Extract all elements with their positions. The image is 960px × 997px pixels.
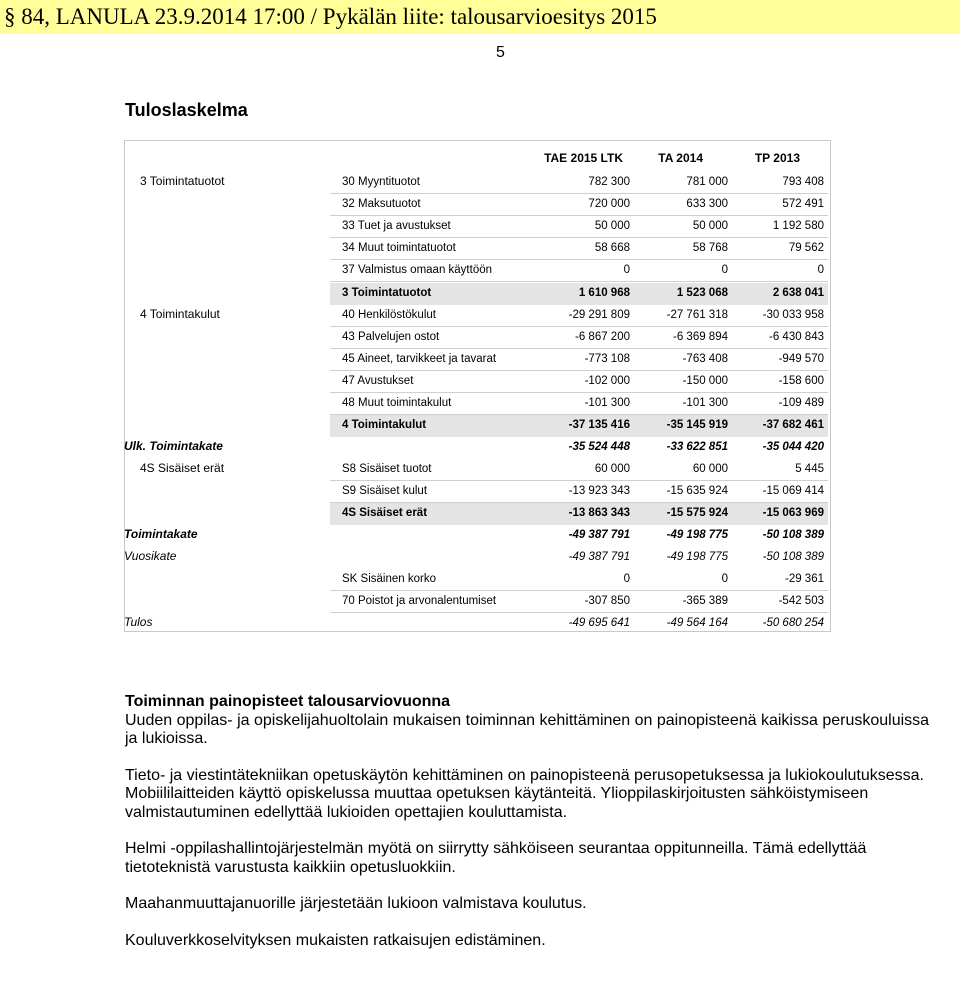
table-row bbox=[0, 591, 960, 613]
row-section-label: Toimintakate bbox=[124, 527, 198, 541]
cell-tae-2015: 1 610 968 bbox=[578, 287, 630, 299]
row-account-label: 34 Muut toimintatuotot bbox=[342, 242, 456, 254]
table-row bbox=[0, 613, 960, 635]
paragraph: Helmi -oppilashallintojärjestelmän myötä on siirrytty sähköiseen seurantaa oppitunneilla. Tämä edellyttää tietoteknistä varustusta kaikkiin opetusluokkiin. bbox=[125, 840, 867, 876]
cell-tp-2013: -35 044 420 bbox=[762, 441, 824, 453]
cell-ta-2014: -49 198 775 bbox=[666, 551, 728, 563]
cell-tae-2015: 0 bbox=[623, 264, 630, 276]
cell-ta-2014: -33 622 851 bbox=[666, 441, 728, 453]
cell-tp-2013: 5 445 bbox=[795, 463, 824, 475]
cell-ta-2014: 60 000 bbox=[692, 463, 728, 475]
cell-tp-2013: -15 063 969 bbox=[762, 507, 824, 519]
cell-tp-2013: 572 491 bbox=[782, 198, 824, 210]
cell-tp-2013: 1 192 580 bbox=[772, 220, 824, 232]
cell-tp-2013: 2 638 041 bbox=[772, 287, 824, 299]
row-account-label: 32 Maksutuotot bbox=[342, 198, 421, 210]
table-row bbox=[0, 327, 960, 349]
row-account-label: 4S Sisäiset erät bbox=[342, 507, 428, 519]
cell-ta-2014: 0 bbox=[721, 264, 728, 276]
cell-tae-2015: -49 387 791 bbox=[568, 529, 630, 541]
cell-tae-2015: 720 000 bbox=[588, 198, 630, 210]
cell-tp-2013: -6 430 843 bbox=[769, 331, 824, 343]
table-row bbox=[0, 260, 960, 282]
row-account-label: S8 Sisäiset tuotot bbox=[342, 463, 432, 475]
table-row bbox=[0, 415, 960, 437]
paragraph: Tieto- ja viestintätekniikan opetuskäytön kehittäminen on painopisteenä perusopetuksessa ja lukiokoulutuksessa. Mobiililaitteiden käyttö opiskelussa muuttaa opetuksen käytänteitä. Ylioppilaskirjoitusten sähköistymiseen valmistautuminen edellyttää lukioiden opettajien kouluttamista. bbox=[125, 766, 924, 821]
table-row bbox=[0, 371, 960, 393]
section-heading: Toiminnan painopisteet talousarviovuonna bbox=[125, 693, 451, 710]
cell-ta-2014: -365 389 bbox=[682, 595, 728, 607]
table-row bbox=[0, 194, 960, 216]
cell-ta-2014: -15 635 924 bbox=[666, 485, 728, 497]
paragraph: Uuden oppilas- ja opiskelijahuoltolain mukaisen toiminnan kehittäminen on painopisteenä kaikissa peruskouluissa ja lukioissa. bbox=[125, 711, 930, 747]
cell-tp-2013: -949 570 bbox=[778, 353, 824, 365]
paragraph: Kouluverkkoselvityksen mukaisten ratkaisujen edistäminen. bbox=[125, 931, 546, 949]
table-row bbox=[0, 216, 960, 238]
table-row bbox=[0, 547, 960, 569]
row-account-label: 37 Valmistus omaan käyttöön bbox=[342, 264, 493, 276]
row-account-label: 45 Aineet, tarvikkeet ja tavarat bbox=[342, 353, 497, 365]
row-account-label: 47 Avustukset bbox=[342, 375, 414, 387]
cell-tp-2013: -37 682 461 bbox=[762, 419, 824, 431]
cell-tae-2015: -49 387 791 bbox=[568, 551, 630, 563]
cell-tae-2015: 50 000 bbox=[594, 220, 630, 232]
document-body bbox=[125, 693, 945, 968]
cell-ta-2014: -101 300 bbox=[682, 397, 728, 409]
cell-ta-2014: -35 145 919 bbox=[666, 419, 728, 431]
row-account-label: 3 Toimintatuotot bbox=[342, 287, 432, 299]
row-section-label: Ulk. Toimintakate bbox=[124, 439, 223, 453]
row-section-label: 3 Toimintatuotot bbox=[140, 174, 225, 188]
cell-tae-2015: 0 bbox=[623, 573, 630, 585]
cell-ta-2014: -763 408 bbox=[682, 353, 728, 365]
row-section-label: Tulos bbox=[124, 615, 153, 629]
page-number: 5 bbox=[496, 44, 505, 61]
column-header-ta-2014: TA 2014 bbox=[658, 151, 703, 165]
row-divider bbox=[330, 281, 828, 282]
row-account-label: 43 Palvelujen ostot bbox=[342, 331, 440, 343]
cell-tae-2015: -102 000 bbox=[584, 375, 630, 387]
cell-tp-2013: -30 033 958 bbox=[762, 309, 824, 321]
cell-tae-2015: -773 108 bbox=[584, 353, 630, 365]
cell-tae-2015: -307 850 bbox=[584, 595, 630, 607]
cell-ta-2014: 633 300 bbox=[686, 198, 728, 210]
table-row bbox=[0, 349, 960, 371]
cell-ta-2014: 50 000 bbox=[692, 220, 728, 232]
row-account-label: 33 Tuet ja avustukset bbox=[342, 220, 451, 232]
cell-tae-2015: -29 291 809 bbox=[568, 309, 630, 321]
row-account-label: SK Sisäinen korko bbox=[342, 573, 436, 585]
table-row bbox=[0, 393, 960, 415]
cell-tae-2015: -101 300 bbox=[584, 397, 630, 409]
cell-tae-2015: -37 135 416 bbox=[568, 419, 630, 431]
cell-tae-2015: -13 923 343 bbox=[568, 485, 630, 497]
cell-tp-2013: -50 108 389 bbox=[762, 551, 824, 563]
cell-ta-2014: -27 761 318 bbox=[666, 309, 728, 321]
row-account-label: S9 Sisäiset kulut bbox=[342, 485, 428, 497]
table-row bbox=[0, 172, 960, 194]
cell-tp-2013: -109 489 bbox=[778, 397, 824, 409]
cell-ta-2014: -150 000 bbox=[682, 375, 728, 387]
row-account-label: 48 Muut toimintakulut bbox=[342, 397, 452, 409]
cell-tp-2013: -542 503 bbox=[778, 595, 824, 607]
cell-tp-2013: 793 408 bbox=[782, 176, 824, 188]
cell-tp-2013: -158 600 bbox=[778, 375, 824, 387]
row-account-label: 30 Myyntituotot bbox=[342, 176, 420, 188]
row-section-label: Vuosikate bbox=[124, 549, 177, 563]
column-header-tae-2015: TAE 2015 LTK bbox=[544, 151, 623, 165]
cell-tp-2013: -50 108 389 bbox=[762, 529, 824, 541]
table-row bbox=[0, 569, 960, 591]
cell-tae-2015: -6 867 200 bbox=[575, 331, 630, 343]
table-row bbox=[0, 283, 960, 305]
row-account-label: 40 Henkilöstökulut bbox=[342, 309, 436, 321]
document-header-text: § 84, LANULA 23.9.2014 17:00 / Pykälän liite: talousarvioesitys 2015 bbox=[4, 4, 657, 29]
row-account-label: 70 Poistot ja arvonalentumiset bbox=[342, 595, 497, 607]
cell-ta-2014: -15 575 924 bbox=[666, 507, 728, 519]
cell-ta-2014: 781 000 bbox=[686, 176, 728, 188]
row-section-label: 4 Toimintakulut bbox=[140, 307, 220, 321]
cell-ta-2014: 58 768 bbox=[692, 242, 728, 254]
paragraph: Maahanmuuttajanuorille järjestetään lukioon valmistava koulutus. bbox=[125, 895, 587, 912]
table-row bbox=[0, 459, 960, 481]
row-account-label: 4 Toimintakulut bbox=[342, 419, 427, 431]
cell-tae-2015: 782 300 bbox=[588, 176, 630, 188]
cell-tae-2015: -35 524 448 bbox=[568, 441, 630, 453]
page-title: Tuloslaskelma bbox=[125, 100, 248, 120]
cell-tae-2015: 60 000 bbox=[594, 463, 630, 475]
row-section-label: 4S Sisäiset erät bbox=[140, 461, 225, 475]
cell-tp-2013: -15 069 414 bbox=[762, 485, 824, 497]
document-header-banner bbox=[0, 0, 960, 34]
cell-ta-2014: 1 523 068 bbox=[676, 287, 728, 299]
cell-tae-2015: -13 863 343 bbox=[568, 507, 630, 519]
cell-ta-2014: 0 bbox=[721, 573, 728, 585]
cell-tp-2013: -50 680 254 bbox=[762, 617, 824, 629]
cell-tae-2015: -49 695 641 bbox=[568, 617, 630, 629]
table-row bbox=[0, 525, 960, 547]
table-row bbox=[0, 238, 960, 260]
cell-ta-2014: -6 369 894 bbox=[673, 331, 728, 343]
cell-ta-2014: -49 564 164 bbox=[666, 617, 728, 629]
cell-ta-2014: -49 198 775 bbox=[666, 529, 728, 541]
cell-tae-2015: 58 668 bbox=[594, 242, 630, 254]
cell-tp-2013: 79 562 bbox=[788, 242, 824, 254]
table-row bbox=[0, 437, 960, 459]
cell-tp-2013: 0 bbox=[817, 264, 824, 276]
column-header-tp-2013: TP 2013 bbox=[754, 151, 800, 165]
table-row bbox=[0, 481, 960, 503]
cell-tp-2013: -29 361 bbox=[784, 573, 824, 585]
table-row bbox=[0, 305, 960, 327]
table-row bbox=[0, 503, 960, 525]
